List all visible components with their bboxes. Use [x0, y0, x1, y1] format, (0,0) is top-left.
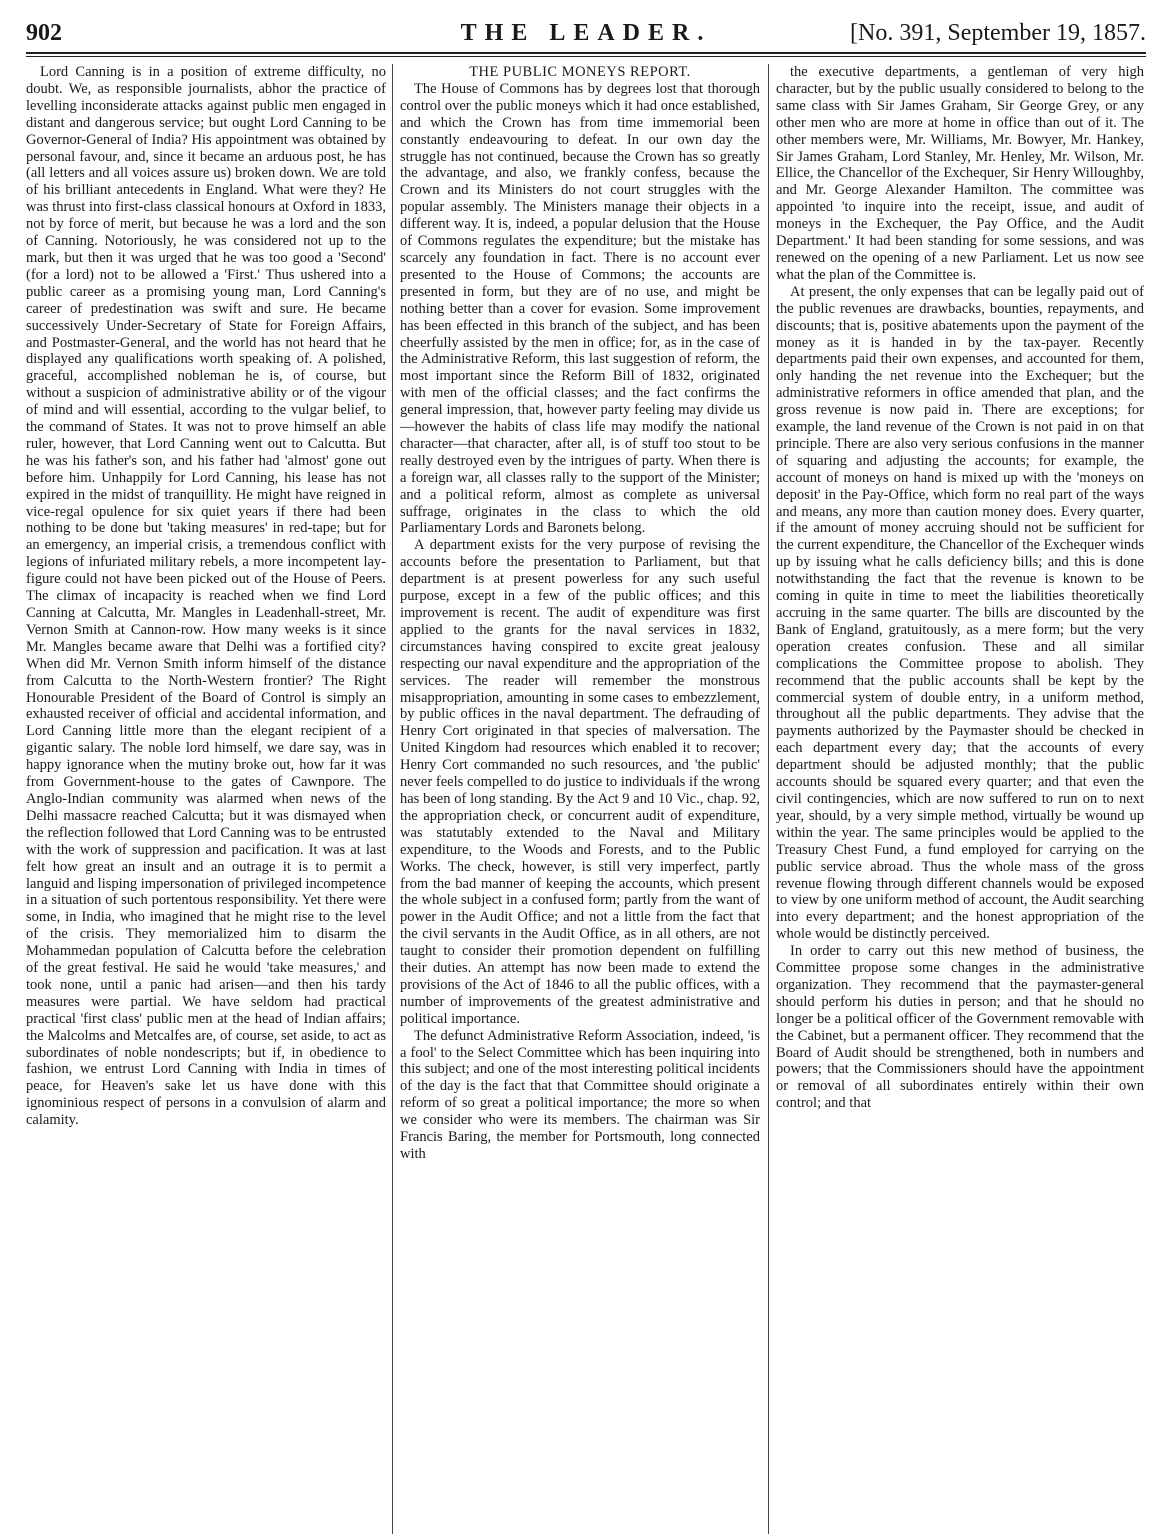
- paragraph: The House of Commons has by degrees lost that thorough control over the public moneys which it had once established, and which the Crown has from time immemorial been constantly endeavouring to defeat. In our own day the struggle has not continued, because the Crown has so greatly the advantage, and also, we frankly confess, because the Crown and its Ministers do not court struggles with the popular assembly. The Ministers manage their objects in a different way. It is, indeed, a popular delusion that the House of Commons regulates the expenditure; but the mistake has scarcely any foundation in fact. There is no account ever presented to the House of Commons; the accounts are presented in form, but they are of no use, and might be nothing better than a cover for evasion. Some improvement has been effected in this branch of the subject, and has been cheerfully assisted by the men in office; for, as in the case of the Administrative Reform, this last suggestion of reform, the most important since the Reform Bill of 1832, originated with men of the official classes; and the fact confirms the general impression, that, however party feeling may divide us—however the habits of class life may modify the national character—that character, after all, is of stuff too stout to be really destroyed even by the intrigues of party. When there is a foreign war, all classes rally to the support of the Minister; and a political reform, almost as complete as universal suffrage, originates in the class to which the old Parliamentary Lords and Baronets belong.: [400, 80, 760, 537]
- issue-date: [No. 391, September 19, 1857.: [850, 20, 1146, 46]
- article-heading: THE PUBLIC MONEYS REPORT.: [469, 64, 691, 80]
- masthead: [26, 16, 1146, 50]
- header-rule: [26, 52, 1146, 54]
- column-middle: [400, 64, 760, 1163]
- page-number: 902: [26, 20, 62, 46]
- paragraph: The defunct Administrative Reform Association, indeed, 'is a fool' to the Select Committee which has been inquiring into this subject; and one of the most interesting political incidents of the day is the fact that that Committee should originate a reform of so great a political importance; the more so when we consider who were its members. The chairman was Sir Francis Baring, the member for Portsmouth, long connected with: [400, 1027, 760, 1162]
- header-rule-thin: [26, 56, 1146, 57]
- paragraph: In order to carry out this new method of business, the Committee propose some changes in the administrative organization. They recommend that the paymaster-general should perform his duties in person; and that he should no longer be a political officer of the Government removable with the Cabinet, but a permanent officer. They recommend that the Board of Audit should be strengthened, both in numbers and powers; that the Commissioners should have the appointment or removal of all subordinates entirely within their own control; and that: [776, 943, 1144, 1112]
- paragraph: the executive departments, a gentleman of very high character, but by the public usually considered to belong to the same class with Sir James Graham, Sir George Grey, or any other men who are more at home in office than out of it. The other members were, Mr. Williams, Mr. Bowyer, Mr. Hankey, Sir James Graham, Lord Stanley, Mr. Henley, Mr. Wilson, Mr. Ellice, the Chancellor of the Exchequer, Sir Henry Willoughby, and Mr. George Alexander Hamilton. The committee was appointed 'to inquire into the receipt, issue, and audit of moneys in the Exchequer, the Pay Office, and the Audit Department.' It had been standing for some sessions, and was renewed on the opening of a new Parliament. Let us now see what the plan of the Committee is.: [776, 64, 1144, 283]
- column-left: [26, 64, 386, 1129]
- column-divider: [392, 64, 393, 1534]
- paragraph: Lord Canning is in a position of extreme difficulty, no doubt. We, as responsible journalists, abhor the practice of levelling inconsiderate attacks against public men engaged in distant and dangerous service; but ought Lord Canning to be Governor-General of India? His appointment was obtained by personal favour, and, since it became an arduous post, he has (all letters and all voices assure us) broken down. We are told of his brilliant antecedents in England. What were they? He was thrust into first-class classical honours at Oxford in 1833, not by force of merit, but because he was a lord and the son of Canning. Notoriously, he was considered not up to the mark, but then it was urged that he was too good a 'Second' (for a lord) not to be allowed a 'First.' Thus ushered into a public career as a promising young man, Lord Canning's career of predestination was swift and sure. He became successively Under-Secretary of State for Foreign Affairs, and Postmaster-General, and the world has not heard that he displayed any qualifications worth speaking of. A polished, graceful, accomplished nobleman he is, of course, but without a suspicion of administrative ability or of the vigour of mind and will essential, according to the vulgar belief, to the command of States. It was not to prove himself an able ruler, however, that Lord Canning went out to Calcutta. But he was his father's son, and his father had 'almost' gone out before him. Unhappily for Lord Canning, his lease has not expired in the midst of tranquillity. He might have reigned in vice-regal opulence for six quiet years if there had been nothing to be done but 'taking measures' in red-tape; but for an emergency, an imperial crisis, a tremendous conflict with legions of infuriated military rebels, a more incompetent lay-figure could not have been picked out of the House of Peers. The climax of incapacity is reached when we find Lord Canning at Calcutta, Mr. Mangles in Leadenhall-street, Mr. Vernon Smith at Cannon-row. How many weeks is it since Mr. Mangles became aware that Delhi was a fortified city? When did Mr. Vernon Smith inform himself of the distance from Calcutta to the North-Western frontier? The Right Honourable President of the Board of Control is simply an exhausted receiver of official and accidental information, and Lord Canning little more than the elegant recipient of a gigantic salary. The noble lord himself, we dare say, was in happy ignorance when the mutiny broke out, how far it was from Government-house to the gates of Cawnpore. The Anglo-Indian community was alarmed when news of the Delhi massacre reached Calcutta; but it was dismayed when the reflection followed that Lord Canning was to be entrusted with the work of suppression and pacification. It was at last felt how great an insult and an outrage it is to permit a languid and lisping impersonation of privileged incompetence in a situation of such portentous responsibility. Yet there were some, in India, who imagined that he might rise to the level of the crisis. They memorialized him to disarm the Mohammedan population of Calcutta before the celebration of the great festival. He said he would 'take measures,' and took none, until a panic had arisen—and then his tardy measures were partial. We have seldom had practical practical 'first class' public men at the head of Indian affairs; the Malcolms and Metcalfes are, of course, set aside, to act as subordinates of noble nondescripts; but if, in obedience to fashion, we entrust Lord Canning with India in times of peace, for Heaven's sake let us have done with this ignominious respect of persons in a convulsion of alarm and calamity.: [26, 64, 386, 1129]
- newspaper-title: THE LEADER.: [460, 20, 712, 46]
- column-right: [776, 64, 1144, 1112]
- column-divider: [768, 64, 769, 1534]
- paragraph: At present, the only expenses that can be legally paid out of the public revenues are drawbacks, bounties, repayments, and discounts; that is, positive abatements upon the payment of the money as it is handed in by the tax-payer. Recently departments paid their own expenses, and accounted for them, only handing the net revenue into the Exchequer; but the administrative reformers in office amended that plan, and the gross revenue is now paid in. There are exceptions; for example, the land revenue of the Crown is not paid in on that principle. There are also very serious confusions in the manner of squaring and adjusting the accounts; for example, the account of moneys on hand is mixed up with the 'moneys on deposit' in the Pay-Office, which form no real part of the ways and means, any more than caution money does. Every quarter, if the amount of money accruing should not be sufficient for the current expenditure, the Chancellor of the Exchequer winds up by issuing what he calls deficiency bills; and this is done notwithstanding the fact that the revenue is known to be coming in quite in time to meet the liabilities theoretically accruing in the same quarter. The bills are discounted by the Bank of England, gratuitously, as a mere form; but the very operation creates confusion. These and all similar complications the Committee propose to abolish. They recommend that the public accounts shall be kept by the commercial system of double entry, in a uniform method, throughout all the public departments. They advise that the payments authorized by the Paymaster should be checked in each department every day; that the accounts of every department should be adjusted monthly; that the public accounts should be squared every quarter; and that even the civil contingencies, which are now suffered to run on to next year, should, by a very simple method, virtually be wound up within the year. The same principles would be applied to the Treasury Chest Fund, a fund employed for carrying on the public service abroad. Thus the whole mass of the gross revenue flowing through different channels would be exposed to view by one uniform method of account, the Audit searching into every department; and the honest appropriation of the whole would be distinctly perceived.: [776, 283, 1144, 943]
- paragraph: A department exists for the very purpose of revising the accounts before the presentation to Parliament, but that department is at present powerless for any such useful purpose, except in a few of the public offices; and this improvement is recent. The audit of expenditure was first applied to the grants for the naval services in 1832, circumstances having conspired to excite great jealousy respecting our naval expenditure and the appropriation of the services. The reader will remember the monstrous misappropriation, amounting in some cases to embezzlement, by public offices in the naval department. The defrauding of Henry Cort originated in that species of malversation. The United Kingdom had resources which enabled it to recover; Henry Cort commanded no such resources, and 'the public' never feels compelled to do justice to individuals if the wrong has been of long standing. By the Act 9 and 10 Vic., chap. 92, the appropriation check, or concurrent audit of expenditure, was statutably extended to the Naval and Military expenditure, to the Woods and Forests, and to the Public Works. The check, however, is still very imperfect, partly from the bad manner of keeping the accounts, which present the whole subject in a confused form; partly from the want of power in the Audit Office; and not a little from the fact that the civil servants in the Audit Office, as in all others, are not taught to consider their promotion dependent on fulfilling their duties. An attempt has now been made to extend the provisions of the Act of 1846 to all the public offices, with a number of improvements of the greatest administrative and political importance.: [400, 537, 760, 1027]
